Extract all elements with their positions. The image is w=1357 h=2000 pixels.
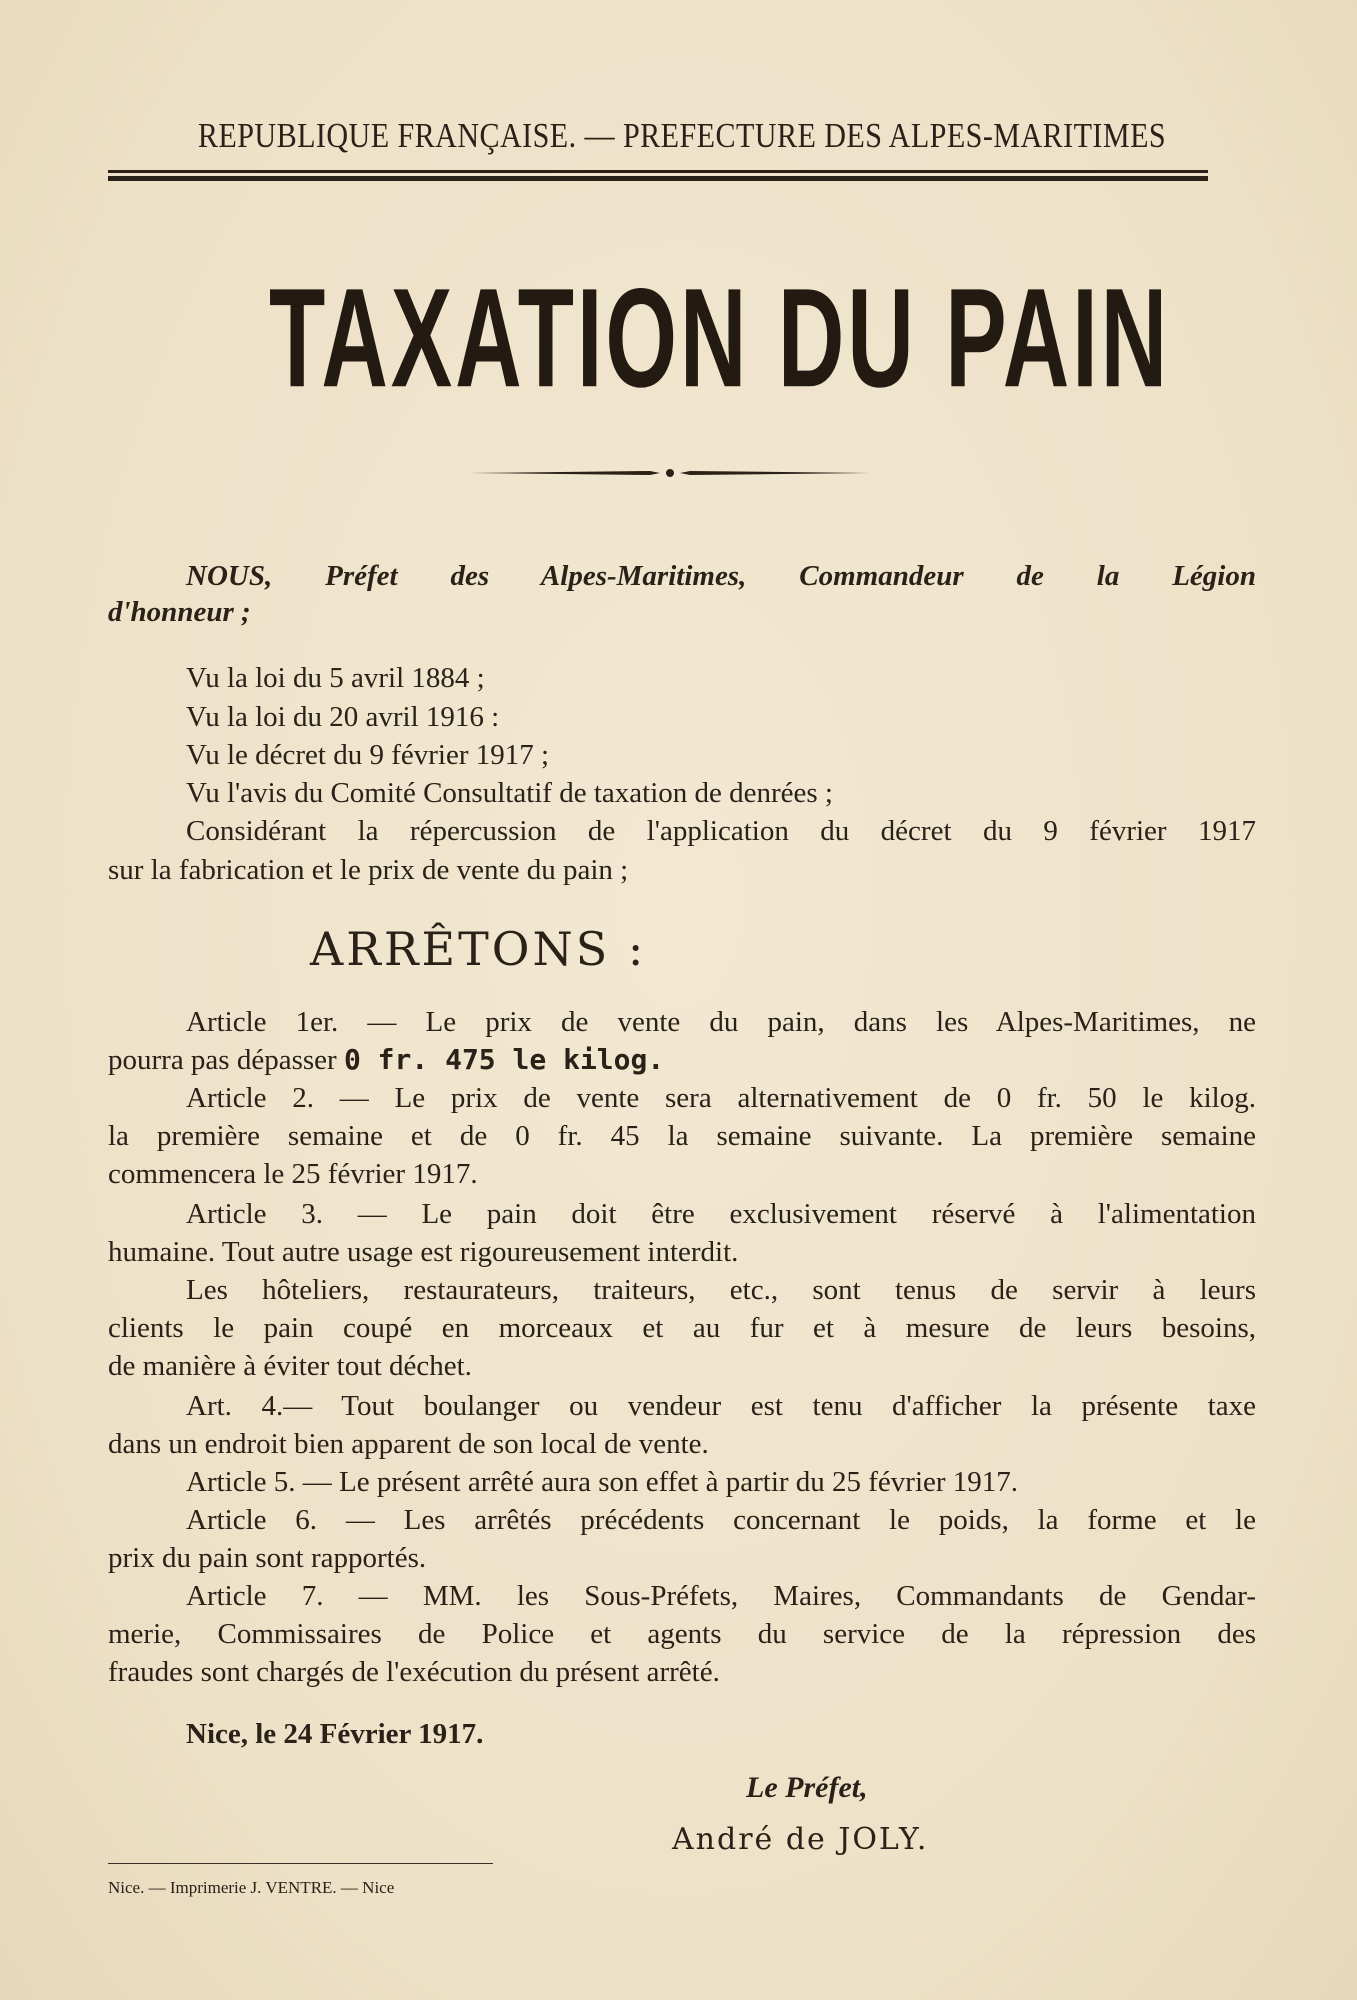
vu-line: Vu l'avis du Comité Consultatif de taxation de denrées ; xyxy=(186,777,833,809)
article-7-line: Article 7. — MM. les Sous-Préfets, Maires, Commandants de Gendar- xyxy=(186,1580,1256,1612)
article-3-line: Article 3. — Le pain doit être exclusivement réservé à l'alimentation xyxy=(186,1198,1256,1230)
considerant-line: Considérant la répercussion de l'application du décret du 9 février 1917 xyxy=(186,815,1256,847)
poster-title: TAXATION DU PAIN xyxy=(268,259,1171,418)
article-4-line: Art. 4.— Tout boulanger ou vendeur est tenu d'afficher la présente taxe xyxy=(186,1390,1256,1422)
header-rule xyxy=(108,170,1208,173)
arretons-heading: ARRÊTONS : xyxy=(310,922,647,976)
article-1-text: pourra pas dépasser xyxy=(108,1044,344,1076)
vu-line: Vu le décret du 9 février 1917 ; xyxy=(186,739,550,771)
article-6-line: Article 6. — Les arrêtés précédents concernant le poids, la forme et le xyxy=(186,1504,1256,1536)
preamble-nous: NOUS, Préfet des Alpes-Maritimes, Commandeur de la Légion xyxy=(186,560,1256,592)
footer-rule xyxy=(108,1863,493,1864)
article-1-line xyxy=(108,1040,1256,1080)
ornament-divider xyxy=(470,468,870,478)
article-2-line: la première semaine et de 0 fr. 45 la semaine suivante. La première semaine xyxy=(108,1120,1256,1152)
article-7-line: fraudes sont chargés de l'exécution du présent arrêté. xyxy=(108,1656,720,1688)
article-3-line: clients le pain coupé en morceaux et au fur et à mesure de leurs besoins, xyxy=(108,1312,1256,1344)
header: REPUBLIQUE FRANÇAISE. — PREFECTURE DES ALPES-MARITIMES xyxy=(197,116,1167,155)
signature-name: André de JOLY. xyxy=(672,1822,929,1857)
article-2-line: Article 2. — Le prix de vente sera alternativement de 0 fr. 50 le kilog. xyxy=(186,1082,1256,1114)
vu-line: Vu la loi du 20 avril 1916 : xyxy=(186,701,500,733)
article-3-line: Les hôteliers, restaurateurs, traiteurs, etc., sont tenus de servir à leurs xyxy=(186,1274,1256,1306)
vu-line: Vu la loi du 5 avril 1884 ; xyxy=(186,662,485,694)
article-2-line: commencera le 25 février 1917. xyxy=(108,1158,478,1190)
header-rule-thick xyxy=(108,176,1208,181)
printer-credit: Nice. — Imprimerie J. VENTRE. — Nice xyxy=(108,1878,395,1897)
article-6-line: prix du pain sont rapportés. xyxy=(108,1542,427,1574)
article-3-line: de manière à éviter tout déchet. xyxy=(108,1350,472,1382)
preamble-nous-cont: d'honneur ; xyxy=(108,596,251,628)
considerant-line-cont: sur la fabrication et le prix de vente du pain ; xyxy=(108,854,629,886)
article-3-line: humaine. Tout autre usage est rigoureusement interdit. xyxy=(108,1236,739,1268)
signature-title: Le Préfet, xyxy=(746,1771,868,1804)
article-4-line: dans un endroit bien apparent de son local de vente. xyxy=(108,1428,709,1460)
date-line: Nice, le 24 Février 1917. xyxy=(186,1718,484,1750)
article-5-line: Article 5. — Le présent arrêté aura son effet à partir du 25 février 1917. xyxy=(186,1466,1019,1498)
article-1-line: Article 1er. — Le prix de vente du pain, dans les Alpes-Maritimes, ne xyxy=(186,1006,1256,1038)
article-7-line: merie, Commissaires de Police et agents du service de la répression des xyxy=(108,1618,1256,1650)
max-price: 0 fr. 475 le kilog. xyxy=(343,1043,665,1076)
